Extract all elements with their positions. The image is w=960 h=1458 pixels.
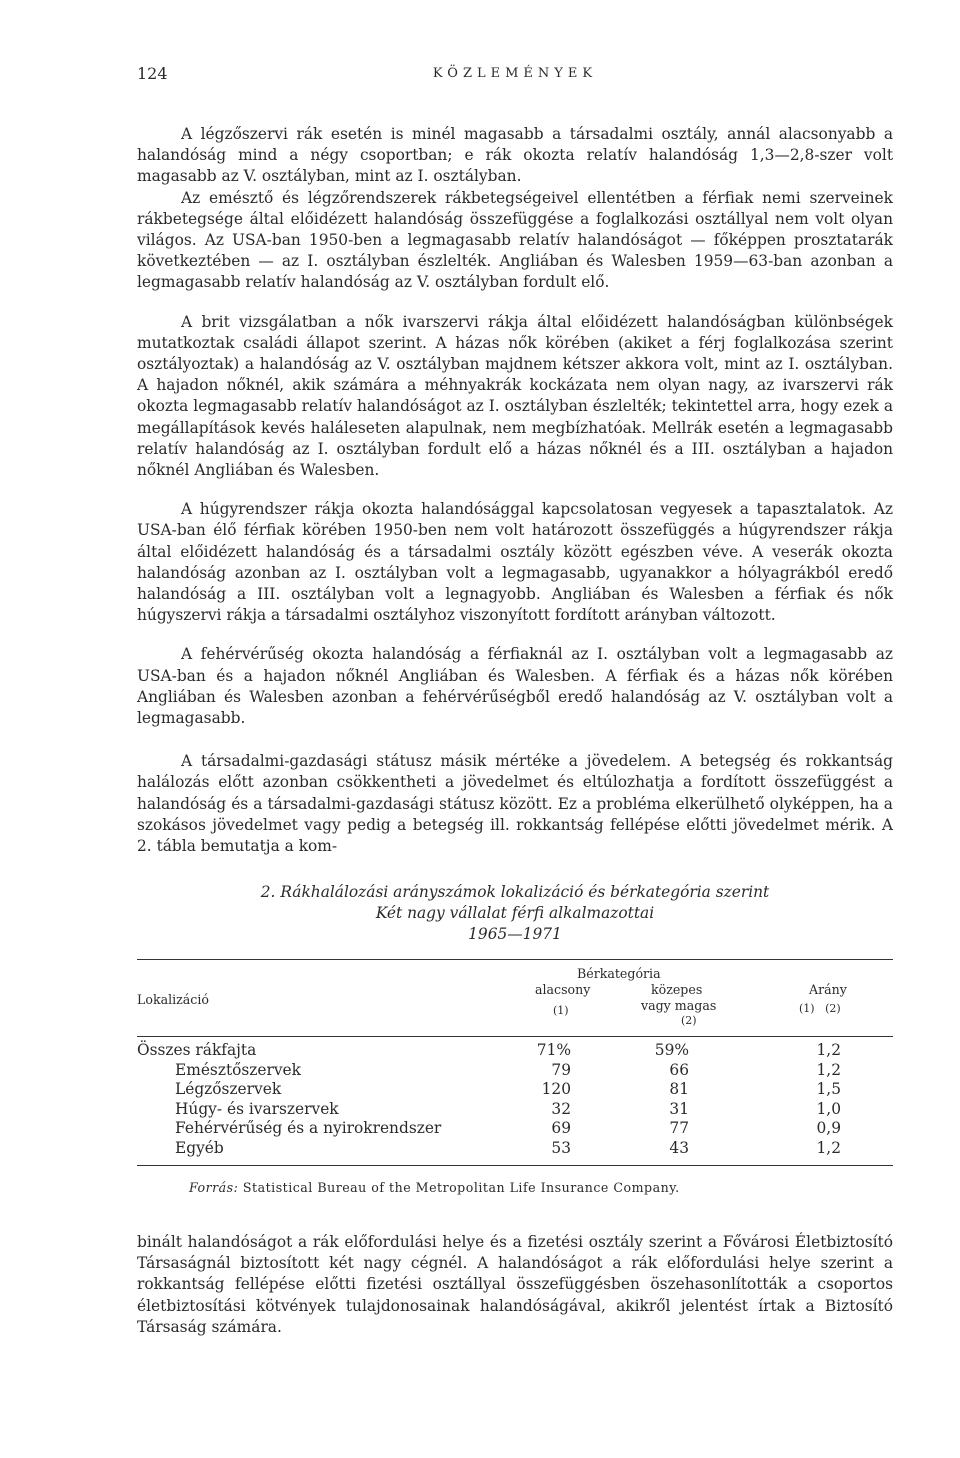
table-subtitle: Két nagy vállalat férfi alkalmazottai [375, 904, 655, 922]
paragraph: binált halandóságot a rák előfordulási helye és a fizetési osztály szerint a Fővárosi Életbiztosító Társaságnál biztosított két nagy cégnél. A halandóságot a rák előfordulási helye szerint a rokkantság fellépése előtti fizetési osztállyal összefüggésben öszehasonlították a csoportos életbiztosítási kötvények tulajdonosainak halandóságával, akikről jelentést írtak a Biztosító Társaság számára. [137, 1233, 893, 1336]
table-row [137, 1041, 893, 1061]
row-label: Fehérvérűség és a nyirokrendszer [175, 1119, 442, 1138]
row-label: Összes rákfajta [137, 1041, 257, 1059]
table-row [137, 1139, 893, 1159]
paragraph: A brit vizsgálatban a nők ivarszervi rákja által előidézett halandóságban különbségek mutatkoztak családi állapot szerint. A házas nők körében (akiket a férj foglalkozása szerint osztályoztak) a halandóság az V. osztályban majdnem kétszer akkora volt, mint az I. osztályban. A hajadon nőknél, akik számára a méhnyakrák kockázata nem olyan nagy, az ivarszervi rák okozta legmagasabb relatív halandóságot az I. osztályban észlelték; tekintettel arra, hogy ezek a megállapítások kevés haláleseten alapulnak, nem megbízhatóak. Mellrák esetén a legmagasabb relatív halandóság az I. osztályban fordult elő a házas nőknél és a III. osztályban a hajadon nőknél Angliában és Walesben. [137, 312, 893, 480]
table-source [137, 1180, 893, 1195]
cell-kozepes: 81 [669, 1080, 689, 1099]
paragraph: A légzőszervi rák esetén is minél magasabb a társadalmi osztály, annál alacsonyabb a halandóság mind a négy csoportban; e rák okozta relatív halandóság 1,3—2,8-szer volt magasabb az V. osztályban, mint az I. osztályban. [137, 125, 893, 186]
cell-arany: 1,2 [816, 1041, 841, 1059]
table-row [137, 1100, 893, 1120]
table-bottom-rule [137, 1165, 893, 1166]
header-berkategoria: Bérkategória [577, 966, 661, 981]
cell-arany: 1,5 [816, 1080, 841, 1099]
row-label: Egyéb [175, 1138, 224, 1157]
source-text: Statistical Bureau of the Metropolitan Life Insurance Company. [242, 1179, 680, 1195]
header-arany: Arány [809, 982, 847, 997]
cell-kozepes: 59% [654, 1041, 689, 1059]
header-lokalizacio: Lokalizáció [137, 992, 209, 1007]
paragraph: A fehérvérűség okozta halandóság a férfiaknál az I. osztályban volt a legmagasabb az USA-ban és a hajadon nőknél Angliában és Walesben. A férfiak és a házas nők körében Angliában és Walesben azonban a fehérvérűségből eredő halandóság az V. osztályban volt a legmagasabb. [137, 645, 893, 728]
cell-arany: 1,0 [816, 1099, 841, 1118]
header-kozepes-num: (2) [681, 1014, 697, 1027]
cell-alacsony: 71% [536, 1041, 571, 1059]
body-text [137, 124, 893, 875]
cell-kozepes: 43 [669, 1138, 689, 1157]
header-alacsony-num: (1) [553, 1004, 569, 1017]
table-header [137, 960, 893, 1036]
cell-alacsony: 120 [541, 1080, 571, 1099]
header-alacsony: alacsony [535, 982, 591, 997]
cell-arany: 1,2 [816, 1060, 841, 1079]
header-vagy-magas: vagy magas [641, 998, 717, 1013]
cell-alacsony: 69 [551, 1119, 571, 1138]
page-number: 124 [137, 64, 168, 83]
data-table [137, 882, 893, 1195]
table-header-rule [137, 1036, 893, 1037]
table-row [137, 1080, 893, 1100]
paragraph: Az emésztő és légzőrendszerek rákbetegségeivel ellentétben a férfiak nemi szerveinek rákbetegsége által előidézett halandóság összefüggése a foglalkozási osztállyal nem volt olyan világos. Az USA-ban 1950-ben a legmagasabb relatív halandóságot — főképpen prosztatarák következtében — az I. osztályban észlelték. Angliában és Walesben 1959—63-ban azonban a legmagasabb relatív halandóság az V. osztályban fordult elő. [137, 188, 893, 292]
continuation-text [137, 1232, 893, 1356]
table-body [137, 1041, 893, 1159]
cell-arany: 1,2 [816, 1138, 841, 1157]
row-label: Húgy- és ivarszervek [175, 1099, 339, 1118]
paragraph: A húgyrendszer rákja okozta halandósággal kapcsolatosan vegyesek a tapasztalatok. Az USA-ban élő férfiak körében 1950-ben nem volt határozott összefüggés a húgyrendszer rákja által előidézett halandóság és a társadalmi osztály között egészben véve. A veserák okozta halandóság azonban az I. osztályban volt a legmagasabb, ugyanakkor a hólyagrákból eredő halandóság a III. osztályban volt a legnagyobb. Angliában és Walesben a férfiak és nők húgyszervi rákja a társadalmi osztályhoz viszonyított fordított arányban változott. [137, 500, 893, 625]
cell-alacsony: 32 [551, 1099, 571, 1118]
table-period: 1965—1971 [468, 925, 562, 943]
cell-arany: 0,9 [816, 1119, 841, 1138]
header-arany-nums: (1) (2) [799, 1002, 841, 1015]
cell-kozepes: 31 [669, 1099, 689, 1118]
source-label: Forrás: [189, 1179, 239, 1195]
table-row [137, 1061, 893, 1081]
row-label: Légzőszervek [175, 1080, 282, 1099]
cell-kozepes: 77 [669, 1119, 689, 1138]
running-title: KÖZLEMÉNYEK [432, 66, 598, 81]
table-row [137, 1119, 893, 1139]
row-label: Emésztőszervek [175, 1060, 301, 1079]
header-kozepes: közepes [651, 982, 703, 997]
cell-alacsony: 79 [551, 1060, 571, 1079]
table-title: 2. Rákhalálozási arányszámok lokalizáció és bérkategória szerint [260, 883, 770, 901]
cell-kozepes: 66 [669, 1060, 689, 1079]
paragraph: A társadalmi-gazdasági státusz másik mértéke a jövedelem. A betegség és rokkantság halálozás előtt azonban csökkentheti a jövedelmet és eltúlozhatja a fordított összefüggést a halandóság és a társadalmi-gazdasági státusz között. Ez a probléma elkerülhető olyképpen, ha a szokásos jövedelmet vagy pedig a betegség ill. rokkantság fellépése előtti jövedelmet mérik. A 2. tábla bemutatja a kom- [137, 752, 893, 856]
page-header [137, 64, 893, 92]
cell-alacsony: 53 [551, 1138, 571, 1157]
